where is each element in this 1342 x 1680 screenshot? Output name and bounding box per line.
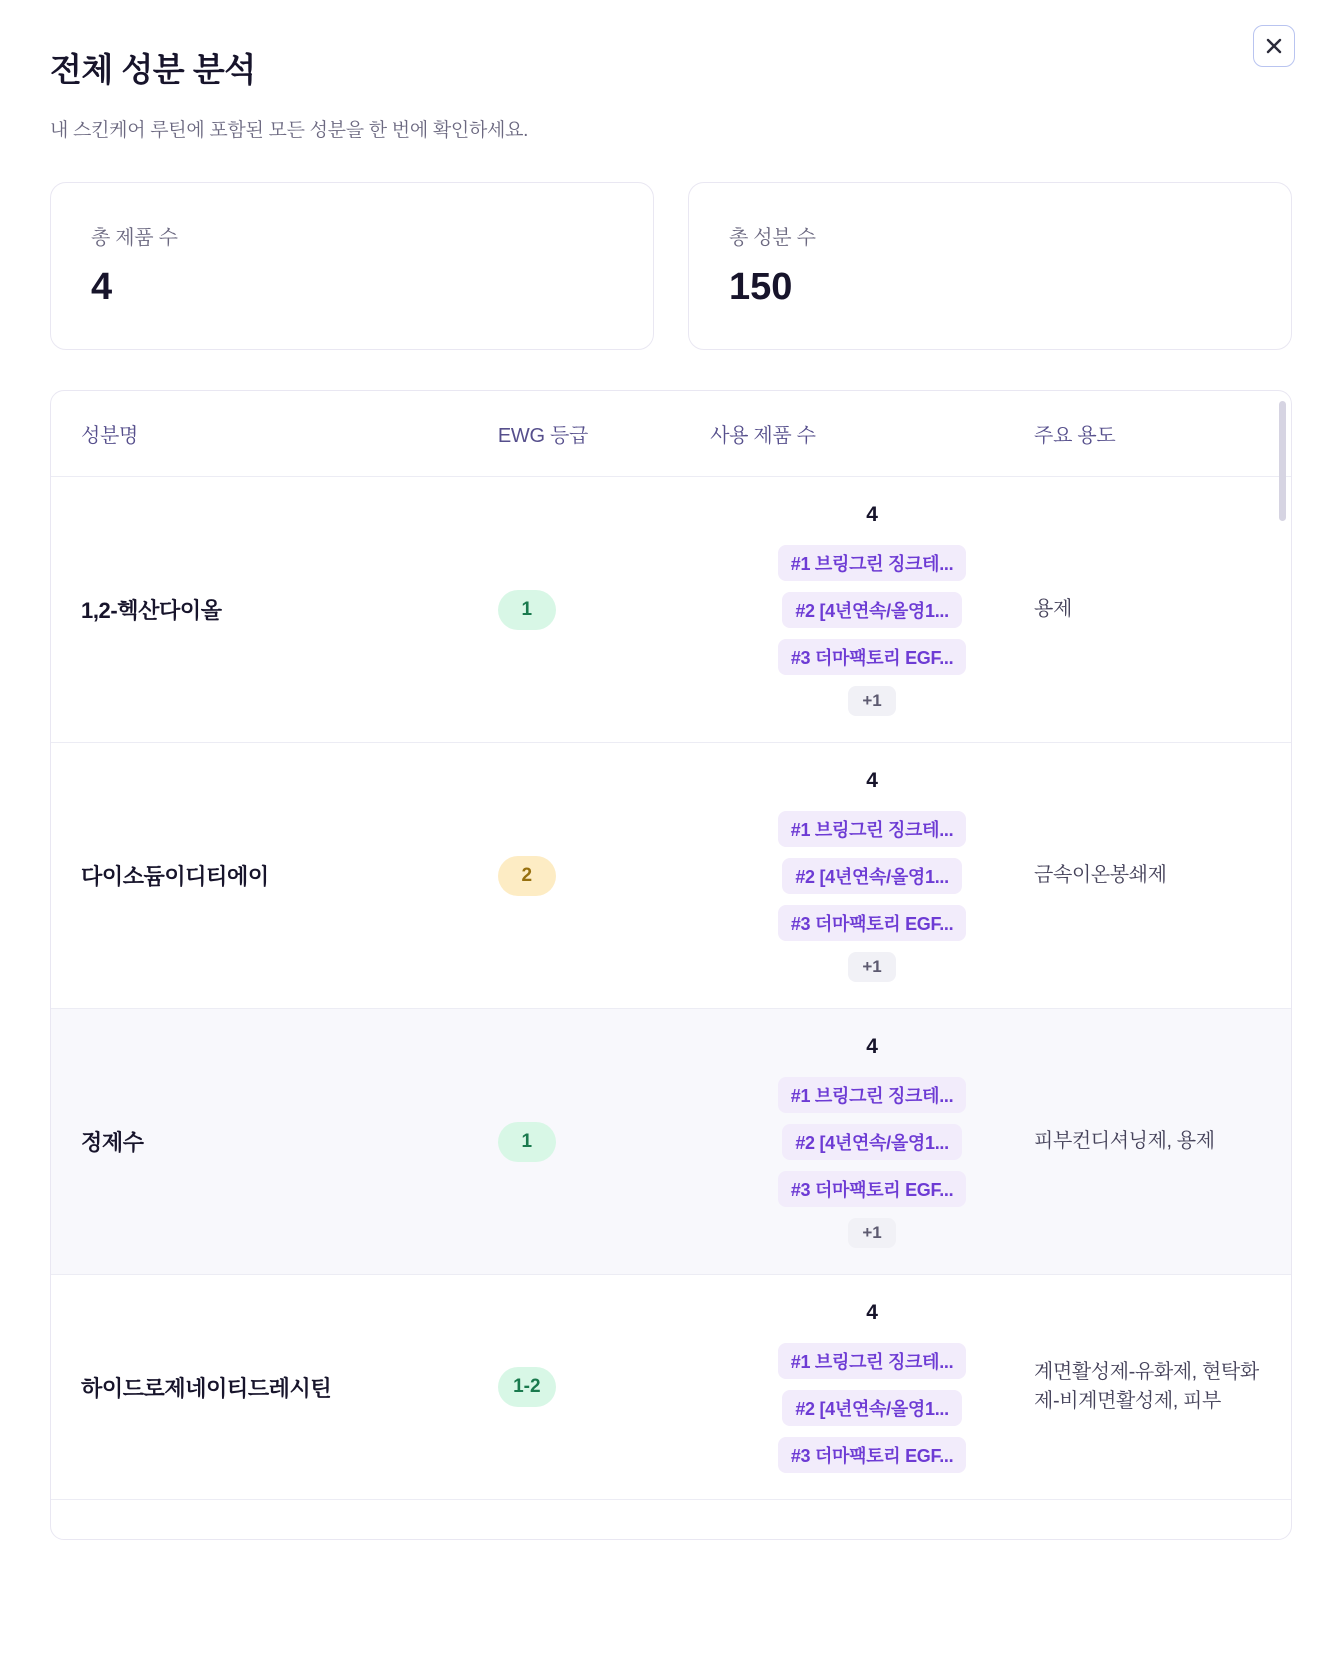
product-chip-more[interactable]: +1 [848,1218,895,1248]
ingredient-usage: 금속이온봉쇄제 [1034,743,1291,1009]
status-badge: 1 [498,590,556,630]
product-chip[interactable]: #3 더마팩토리 EGF... [778,905,966,941]
product-count-cell [710,743,1034,1009]
ewg-grade-cell [498,743,710,1009]
ingredient-usage: 용제 [1034,477,1291,743]
ewg-grade-cell [498,1275,710,1500]
product-chip[interactable]: #1 브링그린 징크테... [778,1077,967,1113]
product-chip[interactable]: #3 더마팩토리 EGF... [778,1437,966,1473]
table-row[interactable] [51,477,1291,743]
table-scrollbar-thumb[interactable] [1279,401,1286,521]
product-chip-more[interactable]: +1 [848,686,895,716]
ingredient-name: 1,2-헥산다이올 [51,477,498,743]
table-row[interactable] [51,1275,1291,1500]
product-count-cell [710,1009,1034,1275]
stat-value: 4 [91,266,113,308]
status-badge: 1 [498,1122,556,1162]
product-chip[interactable]: #1 브링그린 징크테... [778,811,967,847]
product-chip[interactable]: #3 더마팩토리 EGF... [778,1171,966,1207]
product-chip-list [710,1343,1034,1473]
product-chip-list [710,1077,1034,1248]
column-header-usage[interactable]: 주요 용도 [1034,391,1291,477]
product-chip[interactable]: #3 더마팩토리 EGF... [778,639,966,675]
stat-card-total-products [50,182,654,350]
ingredient-table-container [50,390,1292,1540]
product-count-cell [710,1275,1034,1500]
stat-label: 총 성분 수 [729,227,816,249]
ingredient-name: 정제수 [51,1009,498,1275]
product-chip[interactable]: #2 [4년연속/올영1... [782,858,961,894]
product-chip[interactable]: #2 [4년연속/올영1... [782,1124,961,1160]
product-chip[interactable]: #2 [4년연속/올영1... [782,592,961,628]
column-header-name[interactable]: 성분명 [51,391,498,477]
page-title: 전체 성분 분석 [50,51,256,88]
table-row[interactable] [51,1009,1291,1275]
stat-card-total-ingredients [688,182,1292,350]
page-subtitle: 내 스킨케어 루틴에 포함된 모든 성분을 한 번에 확인하세요. [50,120,529,141]
product-chip-list [710,811,1034,982]
status-badge: 1-2 [498,1367,556,1407]
product-chip[interactable]: #1 브링그린 징크테... [778,1343,967,1379]
ingredient-name: 하이드로제네이티드레시틴 [51,1275,498,1500]
product-count: 4 [866,503,878,526]
product-count-cell [710,477,1034,743]
product-count: 4 [866,1035,878,1058]
product-chip[interactable]: #2 [4년연속/올영1... [782,1390,961,1426]
product-chip-list [710,545,1034,716]
column-header-count[interactable]: 사용 제품 수 [710,391,1034,477]
ingredient-usage: 계면활성제-유화제, 현탁화제-비계면활성제, 피부 [1034,1275,1291,1500]
close-icon[interactable] [1253,25,1295,67]
ingredient-name: 다이소듐이디티에이 [51,743,498,1009]
ewg-grade-cell [498,1009,710,1275]
table-header-row [51,391,1291,477]
product-chip[interactable]: #1 브링그린 징크테... [778,545,967,581]
table-row[interactable] [51,743,1291,1009]
summary-stats [50,182,1292,350]
table-scrollbar[interactable] [1279,401,1286,1531]
product-count: 4 [866,1301,878,1324]
status-badge: 2 [498,856,556,896]
product-chip-more[interactable]: +1 [848,952,895,982]
ewg-grade-cell [498,477,710,743]
stat-label: 총 제품 수 [91,227,178,249]
ingredient-usage: 피부컨디셔닝제, 용제 [1034,1009,1291,1275]
ingredient-table [51,391,1291,1500]
column-header-grade[interactable]: EWG 등급 [498,391,710,477]
product-count: 4 [866,769,878,792]
stat-value: 150 [729,266,793,308]
